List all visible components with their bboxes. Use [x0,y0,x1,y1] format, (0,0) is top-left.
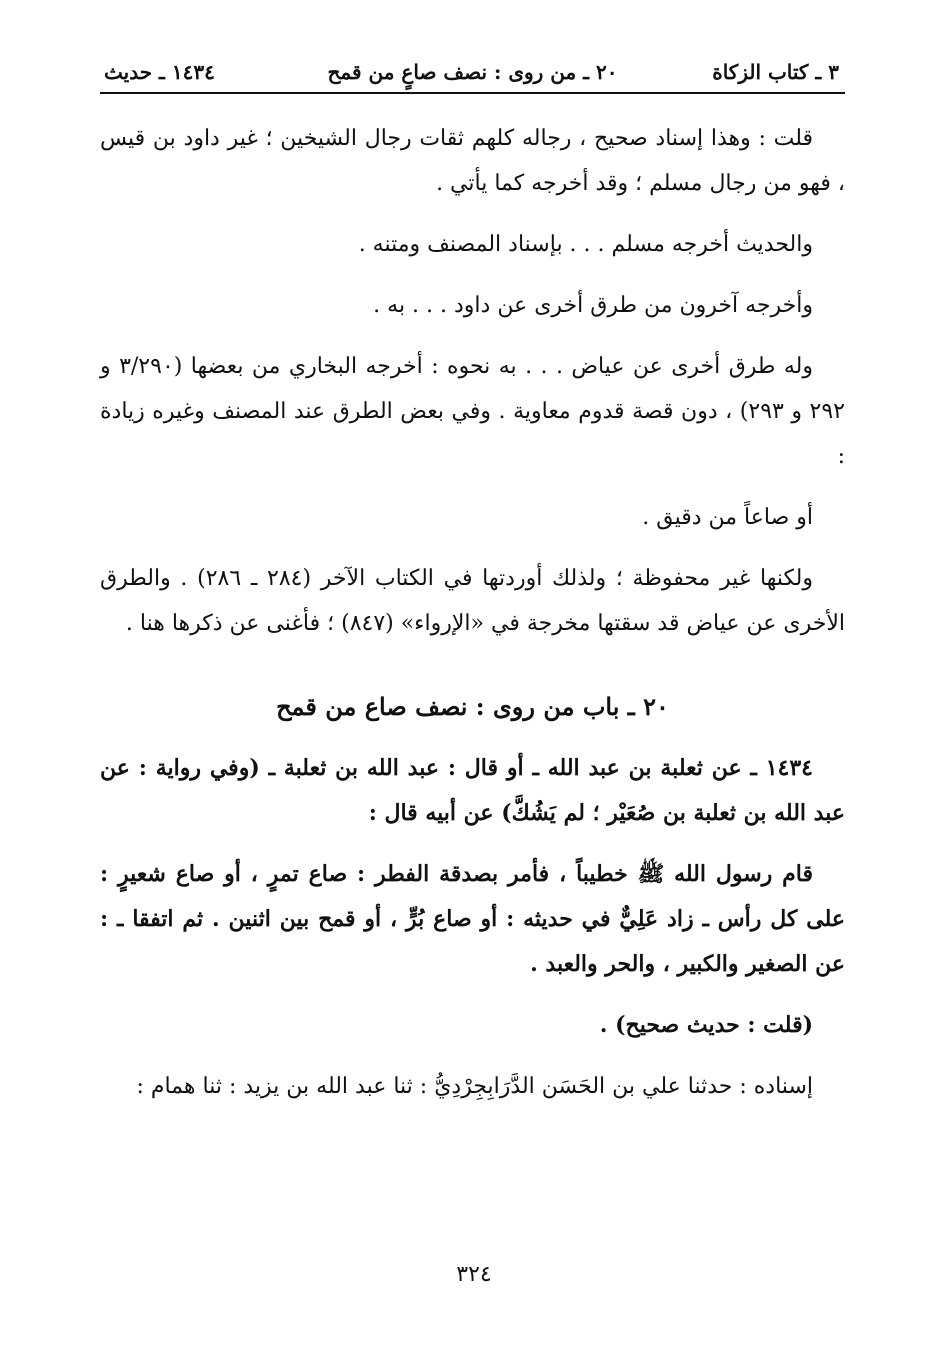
paragraph-others: وأخرجه آخرون من طرق أخرى عن داود . . . به . [373,293,813,318]
page-number: ٣٢٤ [456,1262,492,1287]
hadith-verdict: (قلت : حديث صحيح) . [599,1012,813,1038]
isnad-line: إسناده : حدثنا علي بن الحَسَن الدَّرَابِجِرْدِيُّ : ثنا عبد الله بن يزيد : ثنا همام : [136,1074,813,1099]
header-hadith-number: ١٤٣٤ ـ حديث [104,60,215,84]
running-header [100,52,845,94]
header-section: ٢٠ ـ من روى : نصف صاعٍ من قمح [327,60,618,84]
header-chapter: ٣ ـ كتاب الزكاة [712,60,839,84]
paragraph-muslim: والحديث أخرجه مسلم . . . بإسناد المصنف ومتنه . [358,232,813,257]
hadith-intro: ١٤٣٤ ـ عن ثعلبة بن عبد الله ـ أو قال : عبد الله بن ثعلبة ـ (وفي رواية : عن عبد الله بن ثعلبة بن صُعَيْر ؛ لم يَشُكَّ) عن أبيه قال : [100,755,845,826]
section-title: ٢٠ ـ باب من روى : نصف صاع من قمح [276,692,669,721]
paragraph-addition: أو صاعاً من دقيق . [642,505,813,530]
paragraph-other-routes: وله طرق أخرى عن عياض . . . به نحوه : أخرجه البخاري من بعضها (٣/٢٩٠ و ٢٩٢ و ٢٩٣) ، دون قصة قدوم معاوية . وفي بعض الطرق عند المصنف وغيره زيادة : [100,354,845,469]
hadith-text: قام رسول الله ﷺ خطيباً ، فأمر بصدقة الفطر : صاع تمرٍ ، أو صاع شعيرٍ : على كل رأس ـ زاد عَلِيٌّ في حديثه : أو صاع بُرٍّ ، أو قمح بين اثنين . ثم اتفقا ـ : عن الصغير والكبير ، والحر والعبد . [100,861,845,977]
paragraph-not-preserved: ولكنها غير محفوظة ؛ ولذلك أوردتها في الكتاب الآخر (٢٨٤ ـ ٢٨٦) . والطرق الأخرى عن عياض قد سقتها مخرجة في «الإرواء» (٨٤٧) ؛ فأغنى عن ذكرها هنا . [100,566,845,636]
book-page [100,52,845,1109]
paragraph-commentary: قلت : وهذا إسناد صحيح ، رجاله كلهم ثقات رجال الشيخين ؛ غير داود بن قيس ، فهو من رجال مسلم ؛ وقد أخرجه كما يأتي . [100,126,845,196]
